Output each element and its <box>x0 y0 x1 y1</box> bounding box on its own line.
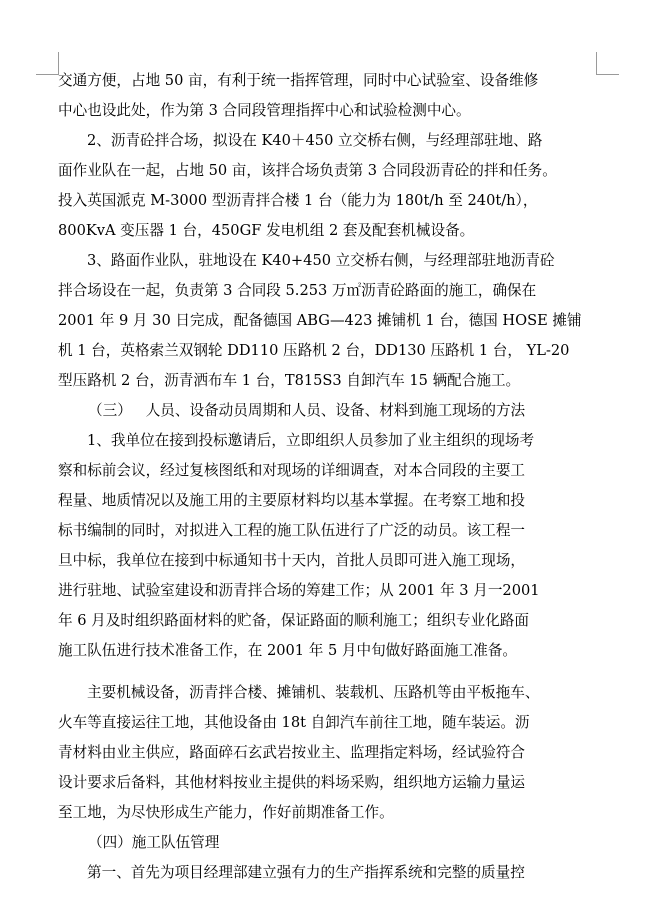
text-line: 1、我单位在接到投标邀请后，立即组织人员参加了业主组织的现场考 <box>87 432 535 449</box>
text-line: 察和标前会议，经过复核图纸和对现场的详细调查，对本合同段的主要工 <box>58 462 526 479</box>
text-line: 施工队伍进行技术准备工作，在 2001 年 5 月中旬做好路面施工准备。 <box>58 642 518 659</box>
text-line: 面作业队在一起，占地 50 亩，该拌合场负责第 3 合同段沥青砼的拌和任务。 <box>58 162 557 179</box>
text-line: 3、路面作业队，驻地设在 K40+450 立交桥右侧，与经理部驻地沥青砼 <box>87 252 555 269</box>
text-line: 第一、首先为项目经理部建立强有力的生产指挥系统和完整的质量控 <box>87 864 525 881</box>
section-heading: （四）施工队伍管理 <box>88 834 220 851</box>
text-line: 标书编制的同时，对拟进入工程的施工队伍进行了广泛的动员。该工程一 <box>58 522 526 539</box>
text-line: 型压路机 2 台，沥青洒布车 1 台，T815S3 自卸汽车 15 辆配合施工。 <box>58 372 521 389</box>
text-line: 投入英国派克 M-3000 型沥青拌合楼 1 台（能力为 180t/h 至 240t/h）， <box>58 192 538 209</box>
text-line: 拌合场设在一起，负责第 3 合同段 5.253 万㎡沥青砼路面的施工，确保在 <box>58 282 537 299</box>
text-line: 设计要求后备料，其他材料按业主提供的料场采购，组织地方运输力量运 <box>58 774 526 791</box>
text-line: 2、沥青砼拌合场，拟设在 K40＋450 立交桥右侧，与经理部驻地、路 <box>87 132 543 149</box>
text-line: 机 1 台，英格索兰双钢轮 DD110 压路机 2 台，DD130 压路机 1 台， YL-20 <box>58 342 570 359</box>
text-line: 年 6 月及时组织路面材料的贮备，保证路面的顺利施工；组织专业化路面 <box>58 612 529 629</box>
text-line: 800KvA 变压器 1 台，450GF 发电机组 2 套及配套机械设备。 <box>58 222 475 239</box>
text-line: 进行驻地、试验室建设和沥青拌合场的筹建工作；从 2001 年 3 月一2001 <box>58 582 540 599</box>
text-line: 火车等直接运往工地，其他设备由 18t 自卸汽车前往工地，随车装运。沥 <box>58 714 530 731</box>
text-line: 程量、地质情况以及施工用的主要原材料均以基本掌握。在考察工地和投 <box>58 492 526 509</box>
text-line: 交通方便，占地 50 亩，有利于统一指挥管理，同时中心试验室、设备维修 <box>58 72 539 89</box>
text-line: 至工地，为尽快形成生产能力，作好前期准备工作。 <box>58 804 394 821</box>
text-line: 旦中标，我单位在接到中标通知书十天内，首批人员即可进入施工现场， <box>58 552 526 569</box>
text-line: 2001 年 9 月 30 日完成，配备德国 ABG—423 摊铺机 1 台，德国 HOSE 摊铺 <box>58 312 582 329</box>
section-heading: （三） 人员、设备动员周期和人员、设备、材料到施工现场的方法 <box>88 402 526 419</box>
text-line: 青材料由业主供应，路面碎石玄武岩按业主、监理指定料场，经试验符合 <box>58 744 526 761</box>
text-line: 中心也设此处，作为第 3 合同段管理指挥中心和试验检测中心。 <box>58 102 471 119</box>
text-line: 主要机械设备，沥青拌合楼、摊铺机、装载机、压路机等由平板拖车、 <box>87 684 540 701</box>
